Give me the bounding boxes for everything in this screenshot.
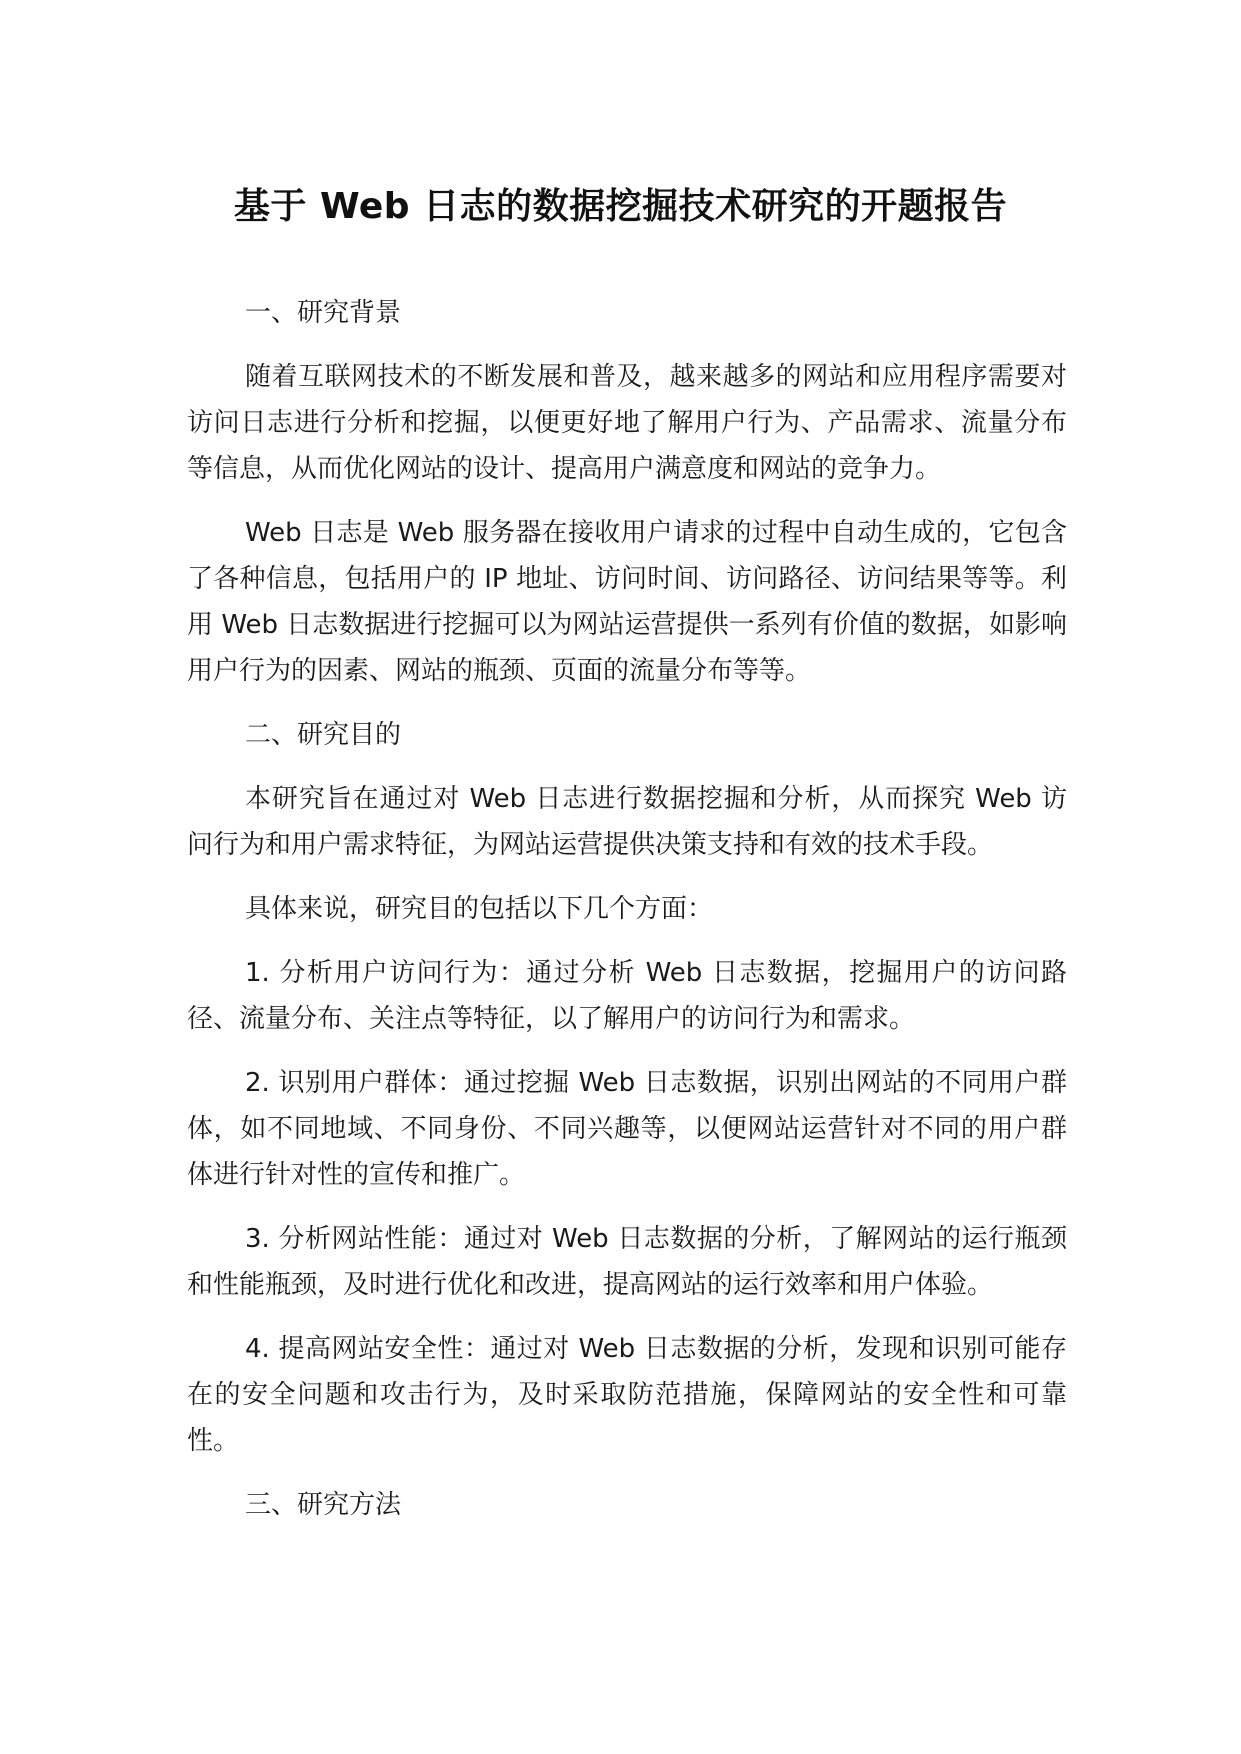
list-item-purpose-1: 1. 分析用户访问行为：通过分析 Web 日志数据，挖掘用户的访问路径、流量分布、关注点等特征，以了解用户的访问行为和需求。 bbox=[187, 958, 1067, 1034]
paragraph-purpose-1: 本研究旨在通过对 Web 日志进行数据挖掘和分析，从而探究 Web 访问行为和用户需求特征，为网站运营提供决策支持和有效的技术手段。 bbox=[187, 784, 1067, 860]
list-item-purpose-3: 3. 分析网站性能：通过对 Web 日志数据的分析，了解网站的运行瓶颈和性能瓶颈，及时进行优化和改进，提高网站的运行效率和用户体验。 bbox=[187, 1224, 1067, 1300]
document-title: 基于 Web 日志的数据挖掘技术研究的开题报告 bbox=[233, 186, 1008, 227]
list-item-purpose-2: 2. 识别用户群体：通过挖掘 Web 日志数据，识别出网站的不同用户群体，如不同地域、不同身份、不同兴趣等，以便网站运营针对不同的用户群体进行针对性的宣传和推广。 bbox=[187, 1068, 1067, 1190]
list-item-purpose-4: 4. 提高网站安全性：通过对 Web 日志数据的分析，发现和识别可能存在的安全问题和攻击行为，及时采取防范措施，保障网站的安全性和可靠性。 bbox=[187, 1334, 1067, 1456]
document-body bbox=[187, 290, 1067, 1546]
section-heading-background: 一、研究背景 bbox=[245, 298, 402, 328]
section-heading-purpose: 二、研究目的 bbox=[245, 720, 402, 750]
paragraph-background-2: Web 日志是 Web 服务器在接收用户请求的过程中自动生成的，它包含了各种信息，包括用户的 IP 地址、访问时间、访问路径、访问结果等等。利用 Web 日志数据进行挖掘可以为网站运营提供一系列有价值的数据，如影响用户行为的因素、网站的瓶颈、页面的流量分布等等。 bbox=[187, 518, 1067, 686]
paragraph-purpose-2: 具体来说，研究目的包括以下几个方面： bbox=[245, 894, 714, 924]
section-heading-method: 三、研究方法 bbox=[245, 1490, 402, 1520]
paragraph-background-1: 随着互联网技术的不断发展和普及，越来越多的网站和应用程序需要对访问日志进行分析和挖掘，以便更好地了解用户行为、产品需求、流量分布等信息，从而优化网站的设计、提高用户满意度和网站的竞争力。 bbox=[187, 362, 1067, 484]
